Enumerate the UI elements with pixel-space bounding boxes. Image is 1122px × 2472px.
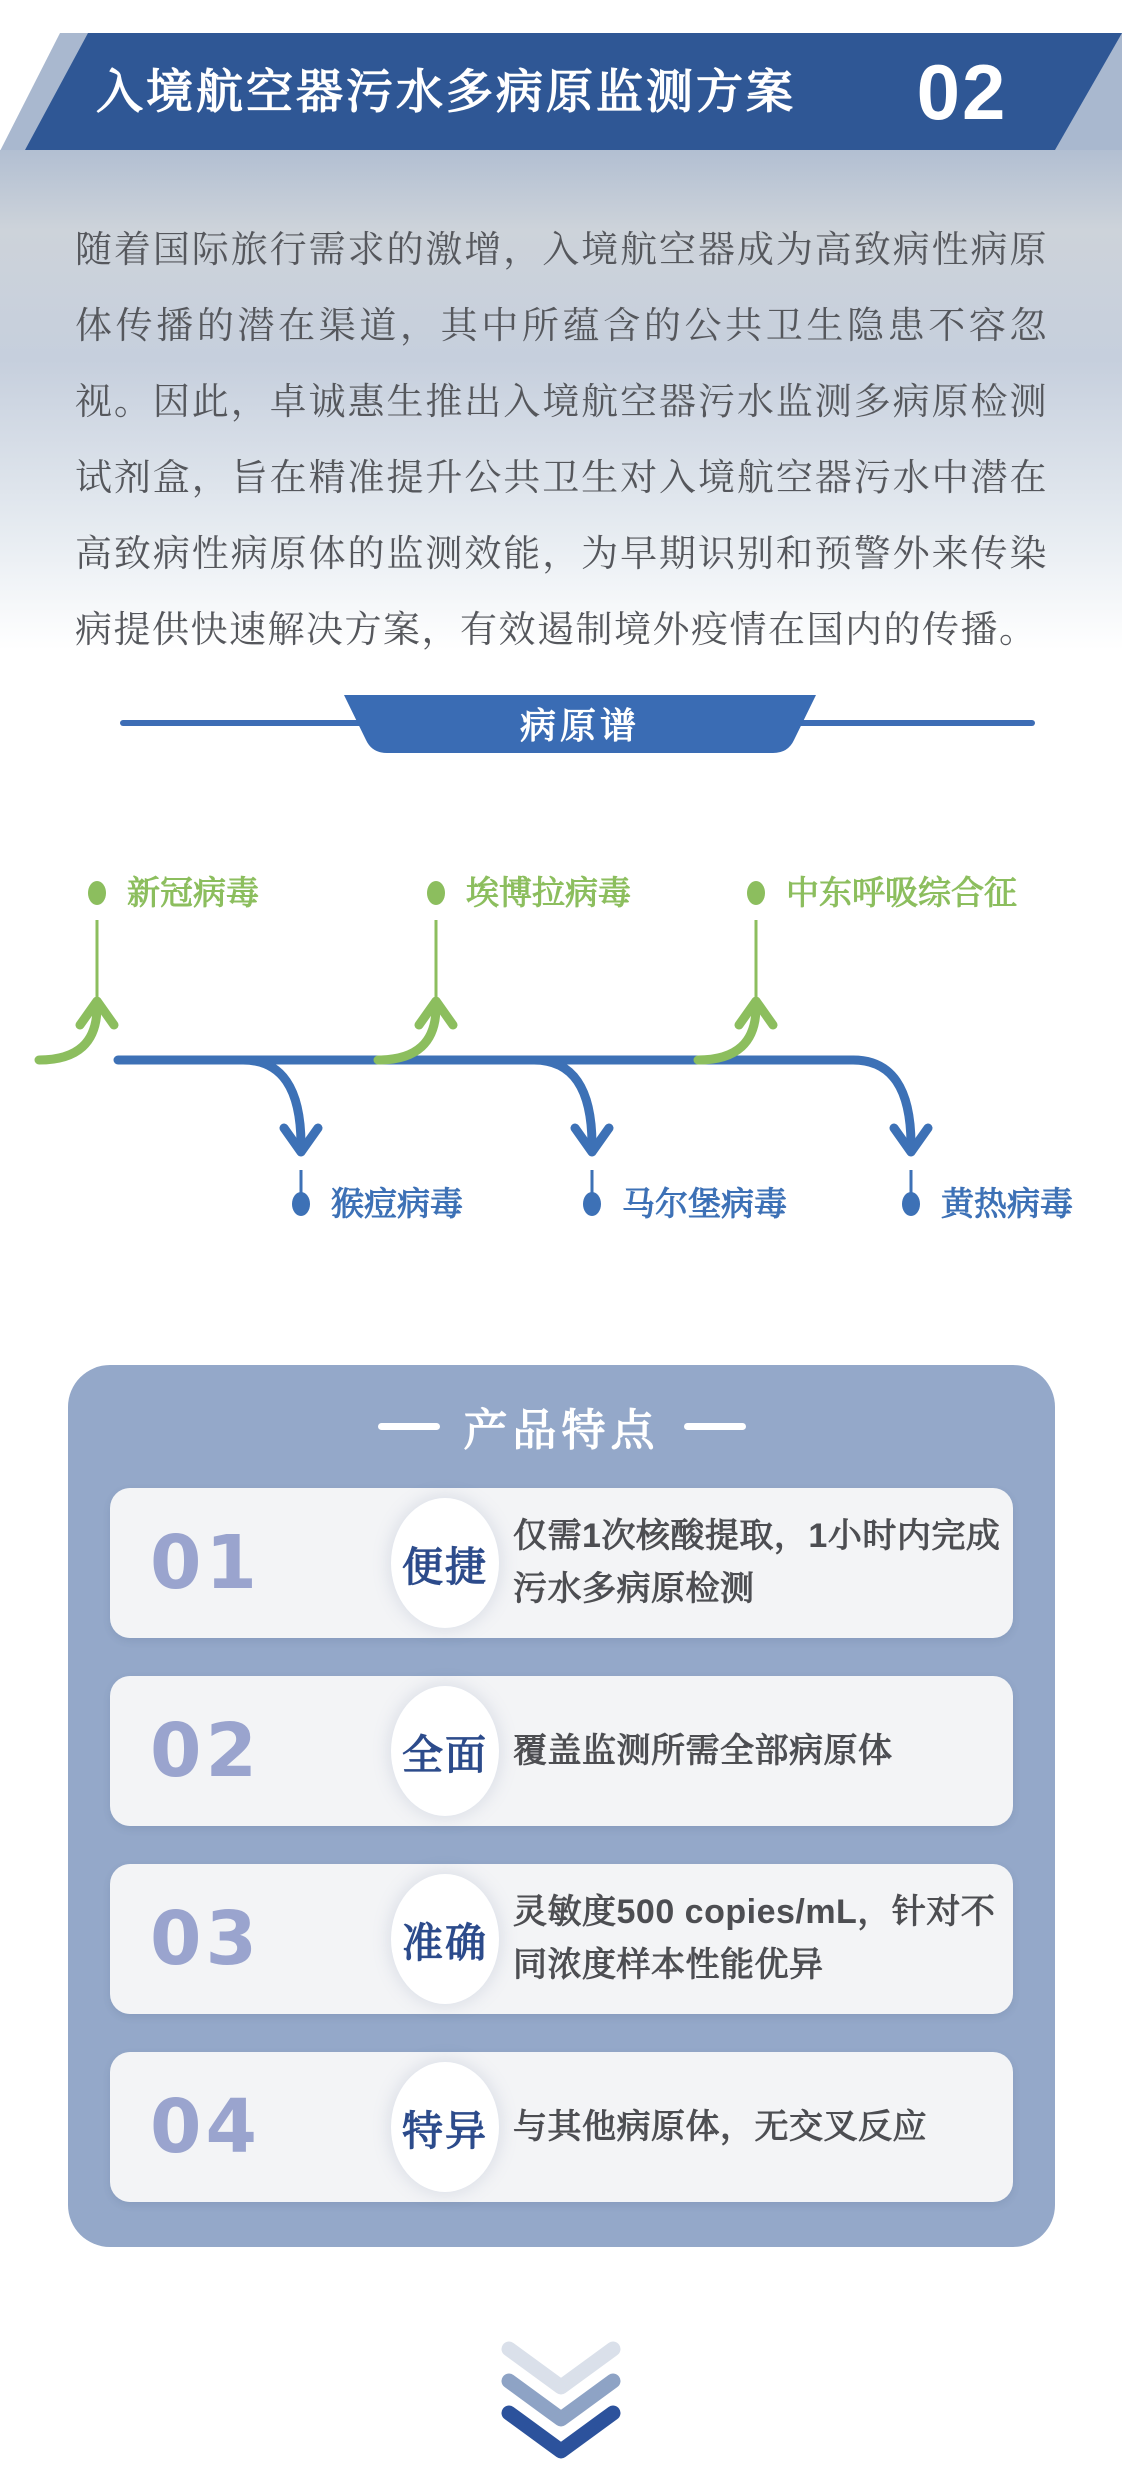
title-dash-left	[378, 1423, 440, 1430]
feature-card	[110, 2052, 1013, 2202]
feature-label: 准确	[402, 1919, 488, 1966]
feature-badge	[391, 2062, 499, 2192]
feature-description: 仅需1次核酸提取，1小时内完成污水多病原检测	[513, 1517, 1001, 1608]
intro-paragraph: 随着国际旅行需求的激增，入境航空器成为高致病性病原体传播的潜在渠道，其中所蕴含的公共卫生隐患不容忽视。因此，卓诚惠生推出入境航空器污水监测多病原检测试剂盒，旨在精准提升公共卫生对入境航空器污水中潜在高致病性病原体的监测效能，为早期识别和预警外来传染病提供快速解决方案，有效遏制境外疫情在国内的传播。	[75, 229, 1048, 650]
section-number: 02	[916, 48, 1008, 136]
green-dot	[88, 881, 106, 905]
feature-badge	[391, 1874, 499, 2004]
pathogen-label-bottom: 猴痘病毒	[331, 1185, 463, 1222]
pathogen-label-bottom: 黄热病毒	[941, 1185, 1073, 1222]
pathogen-label-top: 中东呼吸综合征	[786, 874, 1017, 911]
feature-description: 与其他病原体，无交叉反应	[513, 2107, 927, 2146]
feature-label: 全面	[402, 1731, 488, 1778]
features-title-row	[68, 1395, 1055, 1457]
feature-description: 灵敏度500 copies/mL，针对不同浓度样本性能优异	[513, 1893, 996, 1984]
scroll-down-chevrons-icon	[0, 2335, 1122, 2470]
feature-number: 03	[150, 1896, 261, 1982]
feature-label: 便捷	[402, 1543, 488, 1590]
chevron-down-icon	[509, 2349, 613, 2387]
blue-dot	[902, 1192, 920, 1216]
feature-label: 特异	[402, 2107, 488, 2154]
title-dash-right	[684, 1423, 746, 1430]
pathogen-label-top: 埃博拉病毒	[466, 874, 631, 911]
green-dot	[427, 881, 445, 905]
blue-dot	[292, 1192, 310, 1216]
feature-badge	[391, 1686, 499, 1816]
feature-card	[110, 1864, 1013, 2014]
pathogen-label-bottom: 马尔堡病毒	[622, 1185, 787, 1222]
feature-card	[110, 1488, 1013, 1638]
features-title: 产品特点	[463, 1406, 660, 1455]
section-banner-label: 病原谱	[519, 705, 640, 746]
green-dot	[747, 881, 765, 905]
feature-card	[110, 1676, 1013, 1826]
feature-number: 04	[150, 2084, 261, 2170]
feature-description: 覆盖监测所需全部病原体	[513, 1731, 893, 1770]
page-title: 入境航空器污水多病原监测方案	[96, 65, 796, 118]
features-panel	[68, 1365, 1055, 2247]
pathogen-label-top: 新冠病毒	[127, 874, 259, 911]
feature-number: 02	[150, 1708, 261, 1794]
feature-badge	[391, 1498, 499, 1628]
feature-number: 01	[150, 1520, 261, 1606]
blue-dot	[583, 1192, 601, 1216]
